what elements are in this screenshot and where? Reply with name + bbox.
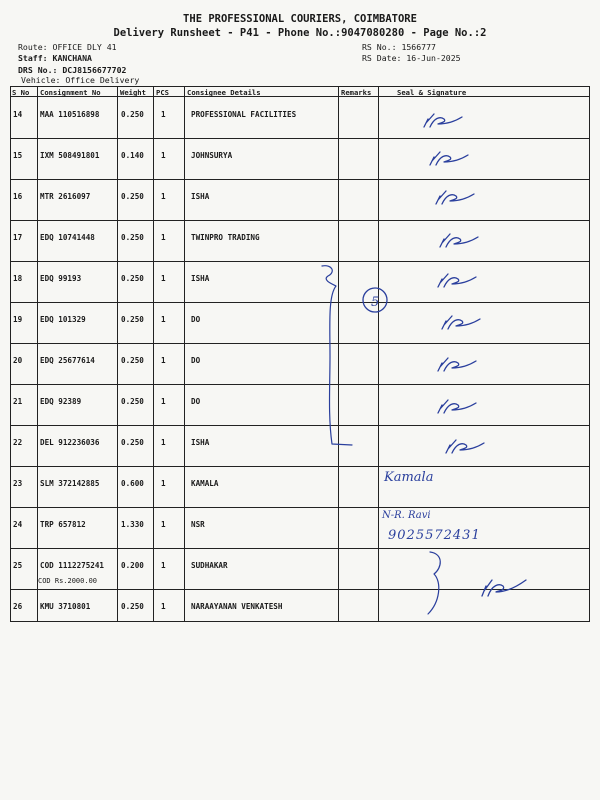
cell-pcs: 1 [161,192,166,201]
cell-consignment: DEL 912236036 [40,438,100,447]
cell-weight: 0.250 [121,438,144,447]
vehicle-value: Office Delivery [65,75,140,85]
runsheet-table [10,86,590,622]
cell-sno: 20 [13,356,23,365]
cell-consignment: EDQ 10741448 [40,233,95,242]
cell-pcs: 1 [161,602,166,611]
initials-hr-mark [438,400,476,413]
cell-weight: 0.250 [121,233,144,242]
rs-no-label: RS No.: [362,42,397,52]
cell-consignee: NSR [191,520,205,529]
cell-sno: 21 [13,397,23,406]
cell-consignee: NARAAYANAN VENKATESH [191,602,283,611]
col-header-pcs: PCS [156,88,169,97]
initials-hr-mark [438,274,476,287]
cell-weight: 0.600 [121,479,144,488]
cell-consignment: MAA 110516898 [40,110,100,119]
cell-pcs: 1 [161,151,166,160]
cell-consignment: SLM 372142885 [40,479,100,488]
cell-consignee: KAMALA [191,479,219,488]
cell-cod-note: COD Rs.2000.00 [38,577,98,585]
cell-weight: 0.250 [121,602,144,611]
cell-pcs: 1 [161,110,166,119]
initials-hr-mark [446,440,484,453]
cell-sno: 26 [13,602,23,611]
cell-consignee: DO [191,356,201,365]
cell-consignee: ISHA [191,192,210,201]
runsheet-subtitle: Delivery Runsheet - P41 - Phone No.:9047080280 - Page No.:2 [113,27,487,39]
initials-hr-mark [430,152,468,165]
cell-weight: 0.250 [121,356,144,365]
cell-consignment: KMU 3710801 [40,602,91,611]
cell-sno: 14 [13,110,23,119]
cell-consignment: EDQ 101329 [40,315,86,324]
staff-value: KANCHANA [52,53,92,63]
initials-hr-mark [438,358,476,371]
curly-bracket-mark [428,552,440,614]
cell-sno: 24 [13,520,23,529]
col-header-remarks: Remarks [341,88,372,97]
cell-sno: 25 [13,561,23,570]
signature-nsr-name: N-R. Ravi [382,510,431,521]
vehicle-line [21,75,139,85]
staff-line [18,53,92,63]
cell-pcs: 1 [161,315,166,324]
cell-consignment: EDQ 25677614 [40,356,95,365]
initials-hr-mark [440,234,478,247]
cell-consignment: MTR 2616097 [40,192,91,201]
cell-sno: 18 [13,274,23,283]
signature-kamala: Kamala [384,470,434,485]
hr-signature-marks [424,114,526,596]
route-label: Route: [18,42,48,52]
rs-no-line [362,42,436,52]
signature-nsr-phone: 9025572431 [388,528,481,543]
col-header-signature: Seal & Signature [397,88,467,97]
initials-hr-mark [442,316,480,329]
cell-consignee: ISHA [191,438,210,447]
cell-consignment: TRP 657812 [40,520,86,529]
cell-sno: 22 [13,438,23,447]
drs-label: DRS No.: [18,65,58,75]
route-line [18,42,117,52]
cell-consignee: PROFESSIONAL FACILITIES [191,110,297,119]
initials-hr-mark [436,191,474,204]
cell-weight: 0.250 [121,397,144,406]
bracket-mark [322,266,352,445]
cell-weight: 0.140 [121,151,144,160]
initials-hr-mark [424,114,462,127]
drs-value: DCJ8156677702 [62,65,127,75]
cell-consignment: COD 1112275241 [40,561,105,570]
staff-label: Staff: [18,53,48,63]
cell-sno: 16 [13,192,23,201]
cell-consignee: DO [191,315,201,324]
cell-weight: 0.250 [121,315,144,324]
cell-pcs: 1 [161,561,166,570]
route-value: OFFICE DLY 41 [52,42,117,52]
cell-pcs: 1 [161,274,166,283]
vehicle-label: Vehicle: [21,75,61,85]
cell-pcs: 1 [161,397,166,406]
cell-sno: 23 [13,479,23,488]
cell-pcs: 1 [161,520,166,529]
cell-weight: 0.250 [121,192,144,201]
cell-consignee: ISHA [191,274,210,283]
signature-overlay [10,86,590,622]
cell-pcs: 1 [161,479,166,488]
cell-sno: 19 [13,315,23,324]
cell-consignee: DO [191,397,201,406]
cell-sno: 15 [13,151,23,160]
cell-consignee: TWINPRO TRADING [191,233,260,242]
initials-hr-mark [482,580,526,596]
rs-date-line [362,53,461,63]
cell-pcs: 1 [161,438,166,447]
cell-weight: 0.250 [121,110,144,119]
col-header-sno: S No [12,88,30,97]
cell-pcs: 1 [161,233,166,242]
cell-sno: 17 [13,233,23,242]
cell-consignee: SUDHAKAR [191,561,228,570]
circled-count: 5 [371,295,380,310]
cell-weight: 1.330 [121,520,144,529]
cell-consignment: IXM 508491801 [40,151,100,160]
cell-weight: 0.200 [121,561,144,570]
cell-consignment: EDQ 92389 [40,397,82,406]
drs-line [18,65,126,75]
col-header-weight: Weight [120,88,146,97]
rs-date-label: RS Date: [362,53,402,63]
company-name: THE PROFESSIONAL COURIERS, COIMBATORE [183,13,417,25]
rs-date-value: 16-Jun-2025 [406,53,461,63]
rs-no-value: 1566777 [401,42,436,52]
cell-consignee: JOHNSURYA [191,151,233,160]
cell-pcs: 1 [161,356,166,365]
cell-weight: 0.250 [121,274,144,283]
cell-consignment: EDQ 99193 [40,274,82,283]
col-header-consignment: Consignment No [40,88,101,97]
col-header-consignee: Consignee Details [187,88,261,97]
